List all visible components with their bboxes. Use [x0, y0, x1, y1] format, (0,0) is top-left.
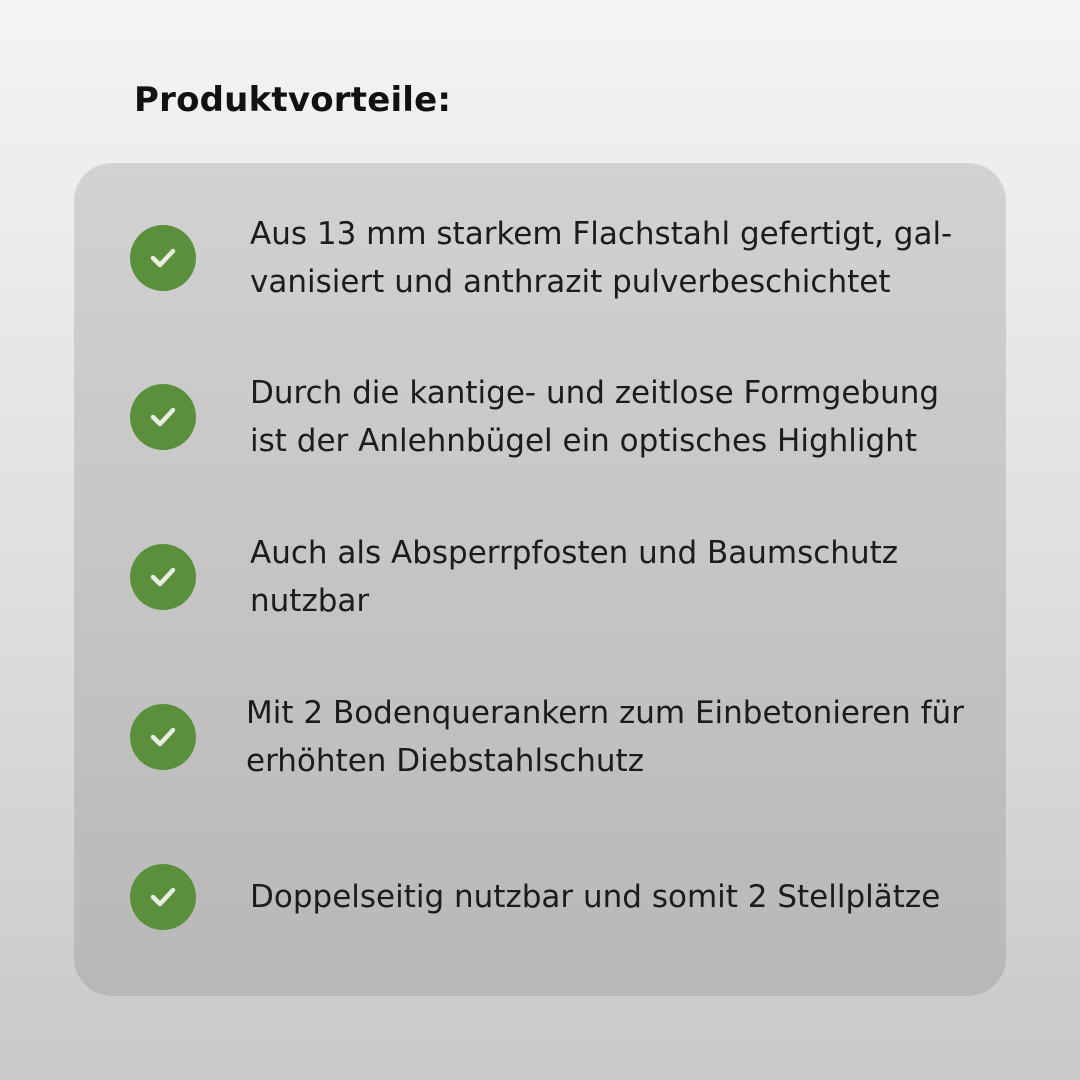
list-item-text: Mit 2 Bodenquerankern zum Einbetonieren für erhöhten Diebstahlschutz — [246, 695, 964, 779]
check-circle-icon — [130, 704, 196, 770]
page-title: Produktvorteile: — [134, 80, 452, 120]
list-item-text: Doppelseitig nutzbar und somit 2 Stellplätze — [250, 879, 941, 915]
list-item — [74, 535, 1006, 619]
benefits-panel — [74, 163, 1006, 996]
check-circle-icon — [130, 544, 196, 610]
list-item-text: Aus 13 mm starkem Flachstahl gefertigt, gal- vanisiert und anthrazit pulverbeschichtet — [250, 216, 953, 300]
check-circle-icon — [130, 864, 196, 930]
list-item — [74, 216, 1006, 300]
list-item — [74, 864, 1006, 930]
list-item-text: Durch die kantige- und zeitlose Formgebung ist der Anlehnbügel ein optisches Highlight — [250, 375, 940, 459]
check-circle-icon — [130, 384, 196, 450]
check-circle-icon — [130, 225, 196, 291]
list-item-text: Auch als Absperrpfosten und Baumschutz nutzbar — [250, 535, 899, 619]
list-item — [74, 375, 1006, 459]
list-item — [74, 695, 1006, 779]
